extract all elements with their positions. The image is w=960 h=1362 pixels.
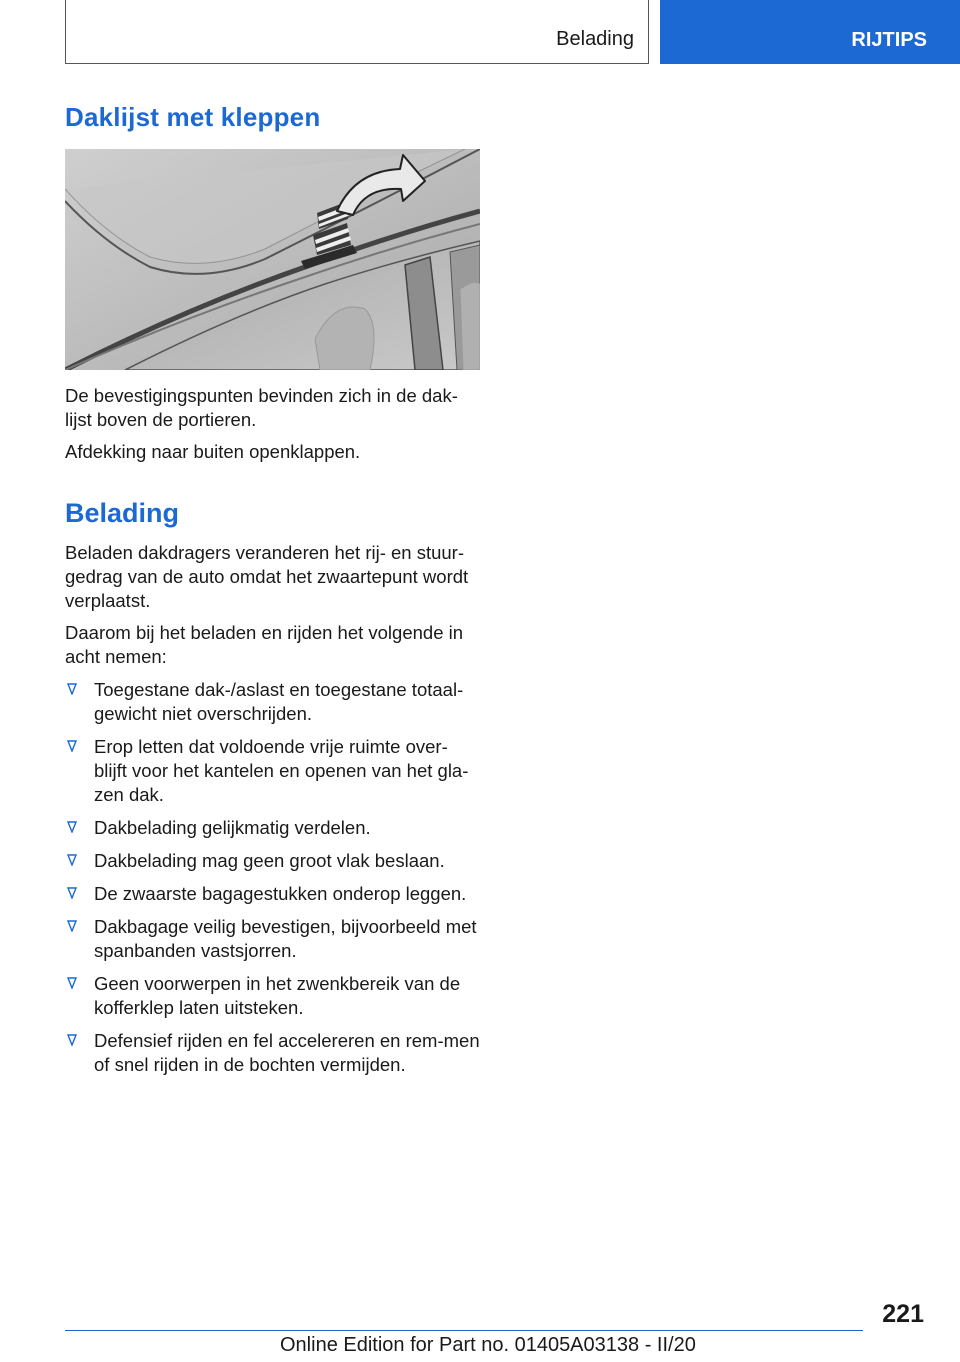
page-number: 221 <box>882 1300 924 1328</box>
list-item-text: Geen voorwerpen in het zwenkbereik van de kofferklep laten uitsteken. <box>94 973 461 1018</box>
bullet-triangle-icon <box>67 740 77 752</box>
bullet-triangle-icon <box>67 854 77 866</box>
list-item <box>65 735 480 807</box>
list-item <box>65 915 480 963</box>
list-item <box>65 1029 480 1077</box>
paragraph-observe: Daarom bij het beladen en rijden het volgende in acht nemen: <box>65 622 464 667</box>
list-item <box>65 678 480 726</box>
bullet-triangle-icon <box>67 821 77 833</box>
list-item-text: Toegestane dak-/aslast en toegestane totaal-gewicht niet overschrijden. <box>94 679 464 724</box>
list-item-text: De zwaarste bagagestukken onderop leggen. <box>94 883 467 904</box>
list-item <box>65 882 480 906</box>
header-box <box>65 0 649 64</box>
paragraph-open-cover: Afdekking naar buiten openklappen. <box>65 441 361 462</box>
bullet-triangle-icon <box>67 683 77 695</box>
list-item-text: Dakbelading gelijkmatig verdelen. <box>94 817 371 838</box>
list-item-text: Dakbelading mag geen groot vlak beslaan. <box>94 850 445 871</box>
footer-divider <box>65 1330 863 1331</box>
bullet-triangle-icon <box>67 887 77 899</box>
footer-edition-text: Online Edition for Part no. 01405A03138 - II/20 <box>280 1334 696 1356</box>
list-item <box>65 972 480 1020</box>
bullet-triangle-icon <box>67 920 77 932</box>
list-item <box>65 849 480 873</box>
header-section-title: Belading <box>556 28 634 50</box>
list-item-text: Defensief rijden en fel accelereren en rem-men of snel rijden in de bochten vermijden. <box>94 1030 480 1075</box>
paragraph-mounting-points: De bevestigingspunten bevinden zich in de dak-lijst boven de portieren. <box>65 385 458 430</box>
bullet-triangle-icon <box>67 977 77 989</box>
section-title-roof-rail: Daklijst met kleppen <box>65 102 321 132</box>
section-title-loading: Belading <box>65 498 180 528</box>
list-item-text: Erop letten dat voldoende vrije ruimte over-blijft voor het kantelen en openen van het gla-zen dak. <box>94 736 469 805</box>
paragraph-loading-effect: Beladen dakdragers veranderen het rij- en stuur-gedrag van de auto omdat het zwaartepunt wordt verplaatst. <box>65 542 469 611</box>
list-item-text: Dakbagage veilig bevestigen, bijvoorbeeld met spanbanden vastsjorren. <box>94 916 477 961</box>
list-item <box>65 816 480 840</box>
roof-rail-flap-illustration <box>65 149 480 370</box>
header-chapter-tab: RIJTIPS <box>660 0 960 64</box>
bullet-triangle-icon <box>67 1034 77 1046</box>
loading-tips-list <box>65 678 480 1086</box>
